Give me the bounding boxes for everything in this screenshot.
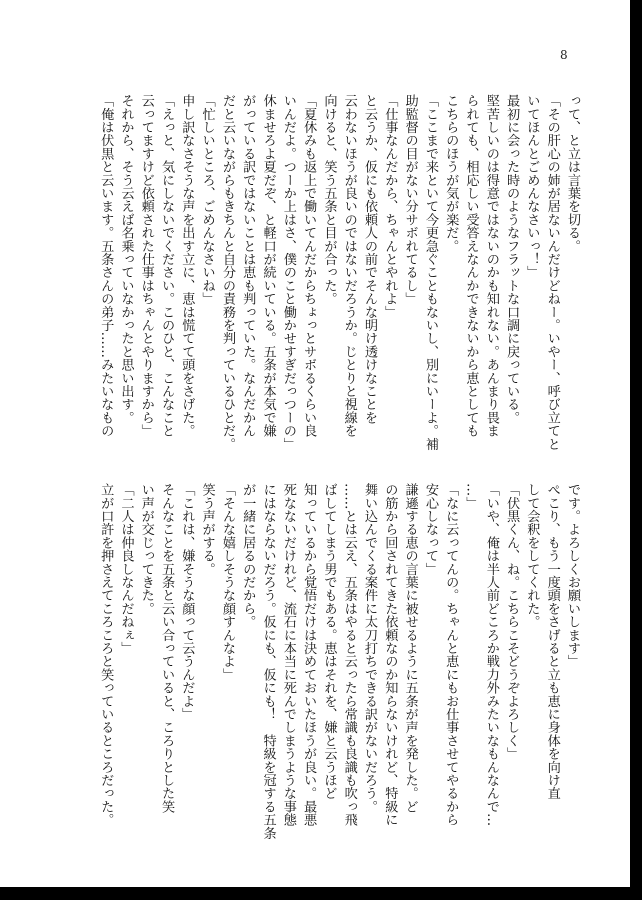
- text-line: 云ってますけど依頼された仕事はちゃんとやりますから」: [138, 94, 154, 438]
- text-line: の筋から回されてきた依頼なのか知らないけれど、特級に: [382, 483, 398, 827]
- text-line: ぺこり、もう一度頭をさげると立も恵に身体を向け直: [544, 483, 560, 800]
- text-line: いんだよ。つーか上はさ、僕のこと働かせすぎだっつーの」: [280, 94, 296, 451]
- text-line: って、と立は言葉を切る。: [565, 94, 580, 253]
- text-line: が一緒に居るのだから。: [240, 483, 256, 629]
- text-line: 最初に会った時のようなフラットな口調に戻っている。: [504, 94, 520, 424]
- text-line: こちらのほうが気が楽だ。: [443, 94, 459, 253]
- text-line: 「なに云ってんの。ちゃんと恵にもお仕事させてやるから: [443, 483, 459, 827]
- text-line: 堅苦しいのは得意ではないのかも知れない。あんまり畏ま: [483, 94, 499, 438]
- page-number: 8: [560, 48, 568, 62]
- text-line: にはならないだろう。仮にも、仮にも！ 特級を冠する五条: [260, 483, 276, 840]
- text-line: 向けると、笑う五条と目が合った。: [321, 94, 337, 306]
- text-line: 助監督の目がない分サボれてるし」: [402, 94, 418, 306]
- text-line: ばしてしまう男でもある。恵はそれを、嫌と云うほど: [321, 483, 337, 800]
- text-line: 「伏黒くん、ね。こちらこそどうぞよろしく」: [504, 483, 520, 761]
- text-line: 死なないだけれど、流石に本当に死んでしまうような事態: [280, 483, 296, 827]
- text-line: いてほんとごめんなさいっ！」: [524, 94, 540, 279]
- text-line: 「俺は伏黒と云います。五条さんの弟子……みたいなもの: [98, 94, 114, 438]
- text-line: 謙遜する恵の言葉に被せるように五条が声を発した。ど: [402, 483, 418, 813]
- text-line: 「その肝心の姉が居ないんだけどねー。いやー、呼び立てと: [544, 94, 560, 451]
- text-line: がっている訳ではないことは恵も判っていた。なんだかん: [240, 94, 256, 438]
- text-line: 立が口許を押さえてころころと笑っているところだった。: [98, 483, 114, 827]
- text-line: 「忙しいところ、ごめんなさいね」: [199, 94, 215, 306]
- text-line: 「これは、嫌そうな顔って云うんだよ」: [179, 483, 195, 721]
- text-line: 安心しなって」: [422, 483, 438, 576]
- text-line: だと云いながらもきちんと自分の責務を判っているひとだ。: [219, 94, 235, 451]
- text-line: 「二人は仲良しなんだねぇ」: [118, 483, 134, 655]
- text-line: ……とは云え、五条はやると云ったら常識も良識も吹っ飛: [341, 483, 357, 827]
- text-line: 休ませろよ夏だぞ、と軽口が続いている。五条が本気で嫌: [260, 94, 276, 438]
- text-line: 「仕事なんだから、ちゃんとやれよ」: [382, 94, 398, 319]
- text-line: …」: [463, 483, 479, 510]
- text-line: です。よろしくお願いします」: [565, 483, 580, 668]
- text-line: られても、相応しい受答えなんかできないから恵としても: [463, 94, 479, 438]
- upper-text-block: [95, 94, 582, 451]
- text-line: 知っているから覚悟だけは決めておいたほうが良い。最悪: [301, 483, 317, 827]
- text-line: 云わないほうが良いのではないだろうか。じとりと視線を: [341, 94, 357, 438]
- text-line: 「そんな嬉しそうな顔すんなよ」: [219, 483, 235, 681]
- text-line: そんなことを五条と云い合っていると、ころりとした笑: [159, 483, 175, 813]
- text-line: 笑う声がする。: [199, 483, 215, 576]
- text-line: と云うか、仮にも依頼人の前でそんな明け透けなことを: [362, 94, 378, 424]
- text-line: 「いや、俺は半人前どころか戦力外みたいなもんなんで…: [483, 483, 499, 827]
- text-line: 「夏休みも返上で働いてんだからちょっとサボるくらい良: [301, 94, 317, 438]
- text-line: 「えっと、気にしないでください。このひと、こんなこと: [159, 94, 175, 438]
- text-line: 舞い込んでくる案件に太刀打ちできる訳がないだろう。: [362, 483, 378, 813]
- lower-text-block: [95, 483, 582, 840]
- text-line: 申し訳なさそうな声を出す立に、恵は慌てて頭をさげた。: [179, 94, 195, 438]
- text-line: 「ここまで来といて今更急ぐこともないし、別にいーよ。補: [422, 94, 438, 451]
- text-line: い声が交じってきた。: [138, 483, 154, 615]
- text-line: して会釈をしてくれた。: [524, 483, 540, 629]
- text-line: それから、そう云えば名乗っていなかったと思い出す。: [118, 94, 134, 424]
